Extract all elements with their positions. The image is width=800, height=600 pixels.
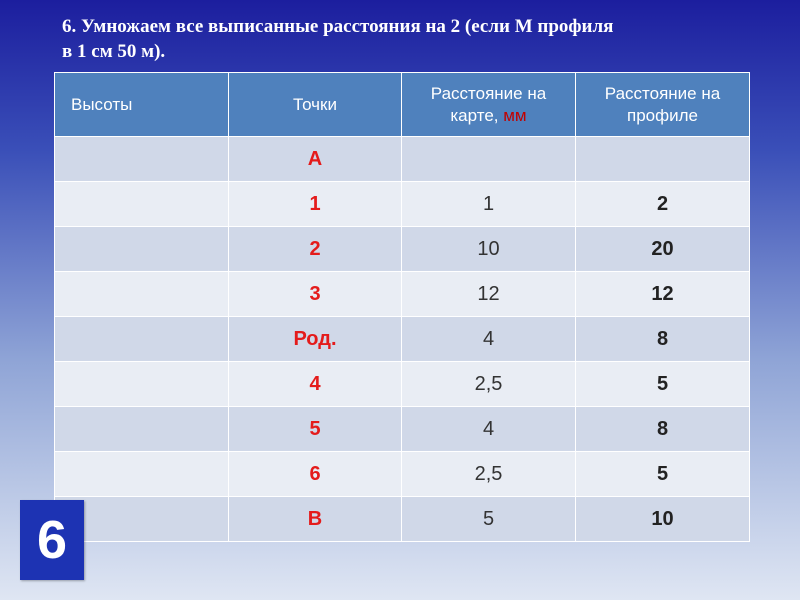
table-row bbox=[55, 137, 750, 182]
profile-distance-cell: 2 bbox=[576, 182, 750, 227]
point-cell: Род. bbox=[229, 317, 402, 362]
map-distance-cell: 10 bbox=[402, 227, 576, 272]
header-points: Точки bbox=[229, 73, 402, 137]
map-distance-cell bbox=[402, 137, 576, 182]
point-cell: 2 bbox=[229, 227, 402, 272]
profile-distance-cell: 5 bbox=[576, 362, 750, 407]
height-cell bbox=[55, 362, 229, 407]
header-profile-distance: Расстояние на профиле bbox=[576, 73, 750, 137]
slide-title-line-2: в 1 см 50 м). bbox=[62, 41, 166, 62]
point-cell: А bbox=[229, 137, 402, 182]
distance-table bbox=[54, 72, 750, 542]
table-row bbox=[55, 317, 750, 362]
slide-title-line-1: 6. Умножаем все выписанные расстояния на 2 (если М профиля bbox=[62, 16, 614, 37]
table-row bbox=[55, 407, 750, 452]
profile-distance-cell: 8 bbox=[576, 317, 750, 362]
map-distance-cell: 4 bbox=[402, 317, 576, 362]
height-cell bbox=[55, 182, 229, 227]
map-distance-cell: 5 bbox=[402, 497, 576, 542]
height-cell bbox=[55, 317, 229, 362]
map-distance-cell: 4 bbox=[402, 407, 576, 452]
table-row bbox=[55, 272, 750, 317]
profile-distance-cell: 10 bbox=[576, 497, 750, 542]
profile-distance-cell: 8 bbox=[576, 407, 750, 452]
map-distance-cell: 2,5 bbox=[402, 452, 576, 497]
table-row bbox=[55, 452, 750, 497]
point-cell: 4 bbox=[229, 362, 402, 407]
height-cell bbox=[55, 452, 229, 497]
point-cell: В bbox=[229, 497, 402, 542]
profile-distance-cell bbox=[576, 137, 750, 182]
point-cell: 5 bbox=[229, 407, 402, 452]
header-heights: Высоты bbox=[55, 73, 229, 137]
table-row bbox=[55, 497, 750, 542]
slide-title bbox=[62, 14, 762, 64]
point-cell: 3 bbox=[229, 272, 402, 317]
header-map-unit: мм bbox=[503, 105, 527, 125]
map-distance-cell: 2,5 bbox=[402, 362, 576, 407]
table-row bbox=[55, 362, 750, 407]
height-cell bbox=[55, 407, 229, 452]
header-map-distance-label: Расстояние на карте, bbox=[430, 83, 547, 125]
map-distance-cell: 12 bbox=[402, 272, 576, 317]
map-distance-cell: 1 bbox=[402, 182, 576, 227]
point-cell: 1 bbox=[229, 182, 402, 227]
profile-distance-cell: 20 bbox=[576, 227, 750, 272]
header-map-distance bbox=[402, 73, 576, 137]
table-row bbox=[55, 182, 750, 227]
height-cell bbox=[55, 137, 229, 182]
height-cell bbox=[55, 227, 229, 272]
table-header-row bbox=[55, 73, 750, 137]
point-cell: 6 bbox=[229, 452, 402, 497]
height-cell bbox=[55, 272, 229, 317]
profile-distance-cell: 5 bbox=[576, 452, 750, 497]
slide-number-badge: 6 bbox=[20, 500, 84, 580]
profile-distance-cell: 12 bbox=[576, 272, 750, 317]
table-row bbox=[55, 227, 750, 272]
